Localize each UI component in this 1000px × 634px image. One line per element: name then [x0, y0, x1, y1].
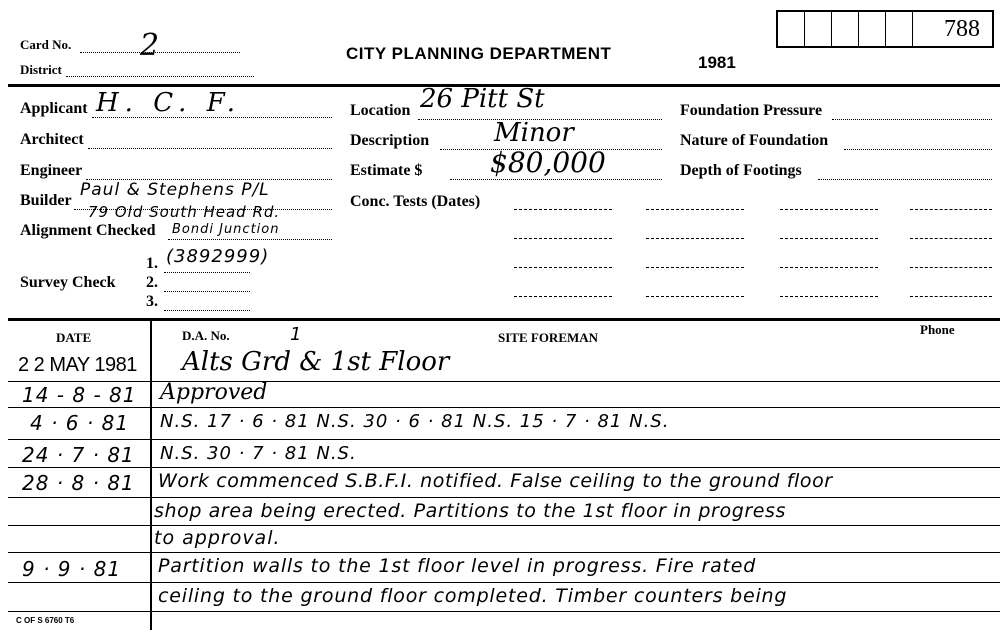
alignment-line — [168, 239, 332, 240]
row-divider — [8, 467, 1000, 468]
row-date: 4 · 6 · 81 — [30, 411, 130, 435]
row-entry: ceiling to the ground floor completed. Timber counters being — [158, 585, 788, 607]
row-date: 28 · 8 · 81 — [22, 471, 135, 495]
number-cell — [886, 12, 913, 46]
date-header: DATE — [56, 330, 92, 345]
number-cell — [832, 12, 859, 46]
phone-header: Phone — [920, 322, 955, 337]
row-entry: Approved — [160, 380, 268, 405]
card-no-line — [80, 52, 240, 53]
description-label: Description — [350, 132, 430, 149]
row-entry: to approval. — [154, 527, 281, 549]
row-divider — [8, 497, 1000, 498]
number-cell — [859, 12, 886, 46]
row-divider — [8, 381, 1000, 382]
architect-line — [88, 148, 332, 149]
survey-phone: (3892999) — [166, 246, 270, 267]
survey-1-line — [164, 272, 250, 273]
builder-address: 79 Old South Head Rd. — [88, 203, 281, 221]
applicant-value: H. C. F. — [96, 88, 241, 118]
conc-test-line — [910, 238, 992, 239]
row-divider — [8, 407, 1000, 408]
survey-2-line — [164, 291, 250, 292]
estimate-line — [450, 179, 662, 180]
row-entry: N.S. 17 · 6 · 81 N.S. 30 · 6 · 81 N.S. 15 · 7 · 81 N.S. — [160, 411, 670, 432]
conc-test-line — [514, 238, 612, 239]
location-label: Location — [350, 102, 411, 119]
number-cell — [778, 12, 805, 46]
estimate-label: Estimate $ — [350, 162, 423, 179]
alignment-value: Bondi Junction — [172, 222, 280, 237]
description-value: Minor — [494, 118, 574, 148]
page-title: CITY PLANNING DEPARTMENT — [346, 44, 612, 63]
estimate-value: $80,000 — [490, 146, 606, 179]
conc-test-line — [780, 296, 878, 297]
survey-label: Survey Check — [20, 274, 116, 291]
row-date: 9 · 9 · 81 — [22, 557, 122, 581]
row-entry: Alts Grd & 1st Floor — [182, 347, 450, 377]
conc-test-line — [646, 267, 744, 268]
form-code: C OF S 6760 T6 — [16, 616, 75, 625]
location-value: 26 Pitt St — [420, 84, 545, 114]
district-label: District — [20, 62, 62, 77]
conc-test-line — [780, 238, 878, 239]
row-date: 2 2 MAY 1981 — [18, 354, 137, 376]
architect-label: Architect — [20, 131, 84, 148]
conc-test-line — [646, 238, 744, 239]
conc-test-line — [780, 209, 878, 210]
da-no-label: D.A. No. — [182, 328, 230, 343]
conc-test-line — [910, 209, 992, 210]
engineer-label: Engineer — [20, 162, 83, 179]
conc-test-line — [646, 296, 744, 297]
card-number-box — [776, 10, 994, 48]
row-divider — [8, 552, 1000, 553]
survey-3-line — [164, 310, 250, 311]
conc-test-line — [514, 296, 612, 297]
applicant-label: Applicant — [20, 100, 88, 117]
da-no-value: 1 — [290, 324, 303, 345]
row-date: 24 · 7 · 81 — [22, 443, 135, 467]
survey-2-num: 2. — [146, 274, 158, 291]
district-line — [66, 76, 254, 77]
survey-1-num: 1. — [146, 255, 158, 272]
depth-footings-line — [818, 179, 992, 180]
survey-3-num: 3. — [146, 293, 158, 310]
row-divider — [8, 582, 1000, 583]
nature-foundation-label: Nature of Foundation — [680, 132, 829, 149]
card-no-label: Card No. — [20, 37, 72, 52]
conc-test-line — [780, 267, 878, 268]
row-date: 14 - 8 - 81 — [22, 383, 137, 407]
row-divider — [8, 439, 1000, 440]
row-entry: shop area being erected. Partitions to the 1st floor in progress — [154, 500, 787, 522]
site-foreman-header: SITE FOREMAN — [498, 330, 599, 345]
builder-label: Builder — [20, 192, 72, 209]
alignment-label: Alignment Checked — [20, 222, 156, 239]
row-divider — [8, 611, 1000, 612]
conc-test-line — [910, 296, 992, 297]
row-divider — [8, 525, 1000, 526]
row-entry: Partition walls to the 1st floor level in progress. Fire rated — [158, 555, 757, 577]
card-no-value: 2 — [140, 28, 160, 63]
conc-test-line — [646, 209, 744, 210]
foundation-pressure-label: Foundation Pressure — [680, 102, 823, 119]
builder-value: Paul & Stephens P/L — [80, 180, 270, 200]
foundation-pressure-line — [832, 119, 992, 120]
conc-test-line — [514, 209, 612, 210]
row-entry: N.S. 30 · 7 · 81 N.S. — [160, 443, 357, 464]
year: 1981 — [698, 53, 736, 72]
nature-foundation-line — [844, 149, 992, 150]
conc-tests-label: Conc. Tests (Dates) — [350, 193, 481, 210]
number-cell — [805, 12, 832, 46]
date-column-divider — [150, 318, 152, 630]
conc-test-line — [514, 267, 612, 268]
row-entry: Work commenced S.B.F.I. notified. False ceiling to the ground floor — [158, 470, 833, 492]
table-top-border — [8, 318, 1000, 321]
conc-test-line — [910, 267, 992, 268]
card-number: 788 — [944, 16, 980, 42]
depth-footings-label: Depth of Footings — [680, 162, 802, 179]
